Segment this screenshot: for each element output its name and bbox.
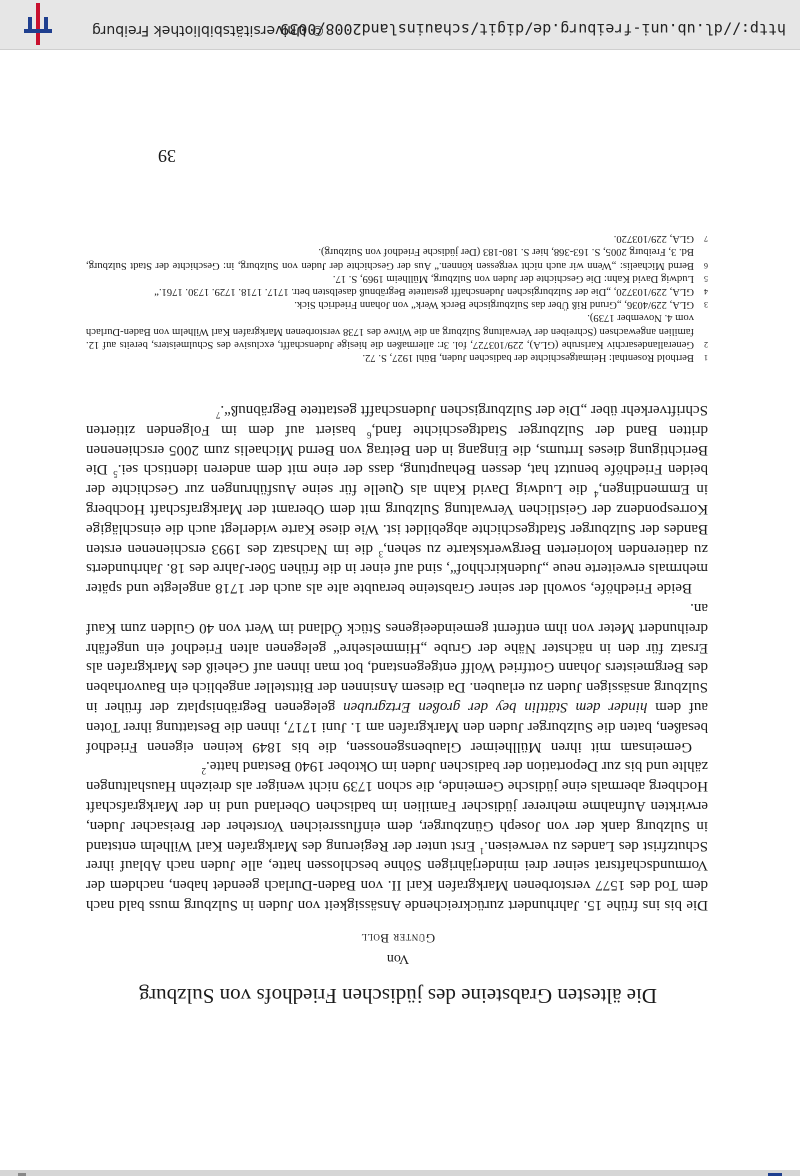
footnote-ref: 2: [201, 766, 207, 777]
footnote: 2Generallandesarchiv Karlsruhe (GLA), 229/103727, fol. 3r: allermaßen die hiesige Judenschafft, exclusive des Schulmeisters, bereits auf 12. familien angewachsen (Schreiben der Verwaltung Sulzburg an die Witwe des 1738 verstorbenen Markgrafen Karl Wilhelm von Baden-Durlach vom 4. November 1739).: [86, 312, 708, 350]
viewer-footer-bar: [0, 0, 800, 50]
author-name: Günter Boll: [360, 931, 436, 946]
footnotes: [86, 232, 708, 364]
byline-von: Von: [386, 951, 410, 966]
paragraph-1: Die bis ins frühe 15. Jahrhundert zurückreichende Ansässigkeit von Juden in Sulzburg muss bald nach dem Tod des 1577 verstorbenen Markgrafen Karl II. von Baden-Durlach geendet haben, nachdem der Vormundschaftsrat seiner drei minderjährigen Söhne beschlossen hatte, alle Juden nach Ablauf ihrer Schutzfrist des Landes zu verweisen.$^1$ Erst unter der Regierung des Markgrafen Karl Wilhelm entstand in Sulzburg dank der von Joseph Günzburger, dem einflussreichen Vorsteher der Breisacher Juden, erwirkten Aufnahme mehrerer jüdischer Familien im badischen Oberland und in der Markgrafschaft Hochberg abermals eine jüdische Gemeinde, die schon 1739 nicht weniger als dreizehn Haushaltungen zählte und bis zur Deportation der badischen Juden im Oktober 1940 Bestand hatte.$^2$: [85, 758, 708, 913]
footnote: 7GLA, 229/103720.: [613, 233, 708, 245]
footnote: 1Berthold Rosenthal: Heimatgeschichte der badischen Juden, Bühl 1927, S. 72.: [362, 352, 708, 363]
footnote: 5Ludwig David Kahn: Die Geschichte der Juden von Sulzburg, Müllheim 1969, S. 17.: [332, 272, 708, 284]
footnote-ref: 1: [479, 845, 485, 856]
university-library-logo-icon: [18, 1, 58, 47]
footnote-ref: 7: [215, 410, 221, 421]
permalink-url[interactable]: http://dl.ub.uni-freiburg.de/digit/schauinsland2008/0039: [280, 20, 786, 38]
footnote-ref: 4: [594, 489, 599, 500]
footnote: 3GLA, 229/4036, „Grund Riß Über das Sulzburgische Berck Werk“ von Johann Friedrich Sick.: [294, 299, 708, 311]
article-body: [86, 399, 708, 914]
footnote-ref: 5: [113, 469, 118, 480]
footnote-ref: 3: [378, 548, 384, 559]
viewer-top-strip: [0, 1170, 800, 1176]
article-title: Die ältesten Grabsteine des jüdischen Friedhofs von Sulzburg: [138, 984, 658, 1008]
footnote: 4GLA, 229/103720, „Die der Sulzburgischen Judenschafft gestattete Begräbnuß daselbsten betr. 1717. 1718. 1729. 1730. 1761.“: [154, 285, 708, 297]
paragraph-2: Gemeinsam mit ihren Müllheimer Glaubensgenossen, die bis 1849 keinen eigenen Friedhof besaßen, baten die Sulzburger Juden den Markgrafen am 1. Juni 1717, ihnen die Bestattung ihrer Toten auf dem hinder dem Stättlin bey der großen Ertzgruben gelegenen Begräbnisplatz der früher in Sulzburg ansässigen Juden zu erlauben. Da diesem Ansinnen der Bittsteller angeblich ein Bauvorhaben des Bergmeisters Johann Gottfried Wolff entgegenstand, bot man ihnen auf Geheiß des Markgrafen als Ersatz für den in nächster Nähe der Grube „Himmelsehre“ gelegenen alten Friedhof ein ungefähr dreihundert Meter von ihm entfernt gemeindeeigenes Stück Ödland im Wert von 40 Gulden zum Kauf an.: [86, 600, 708, 755]
footnote: 6Bernd Michaelis: „Wenn wir auch nicht vergessen können.“ Aus der Geschichte der Juden von Sulzburg, in: Geschichte der Stadt Sulzburg, Bd. 3, Freiburg 2005, S. 163-368, hier S. 180-183 (Der jüdische Friedhof von Sulzburg).: [86, 246, 708, 271]
page-number: 39: [158, 146, 176, 166]
footnote-ref: 6: [367, 429, 372, 440]
paragraph-3: Beide Friedhöfe, sowohl der seiner Grabsteine beraubte alte als auch der 1718 angelegte und später mehrmals erweiterte neue „Judenkirchhof“, sind auf einer in die frühen 50er-Jahre des 18. Jahrhunderts zu datierenden kolorierten Bergwerkskarte zu sehen,$^3$ die im Nachsatz des 1993 erschienenen ersten Bandes der Sulzburger Stadtgeschichte abgebildet ist. Wie diese Karte widerlegt auch die einschlägige Korrespondenz der Geistlichen Verwaltung Sulzburg mit dem Oberamt der Markgrafschaft Hochberg in Emmendingen,$^4$ die Ludwig David Kahn als Quelle für seine Ausführungen zur Geschichte der beiden Friedhöfe benutzt hat, dessen Behauptung, dass der eine mit dem anderen identisch sei.$^5$ Die Berichtigung dieses Irrtums, die Eingang in den Beitrag von Bernd Michaelis zum 2005 erschienenen dritten Band der Sulzburger Stadtgeschichte fand,$^6$ basiert auf dem im Folgenden zitierten Schriftverkehr über „Die der Sulzburgischen Judenschafft gestattete Begräbnuß“.$^7$: [86, 402, 708, 597]
copyright-notice: © Universitätsbibliothek Freiburg: [92, 22, 325, 38]
